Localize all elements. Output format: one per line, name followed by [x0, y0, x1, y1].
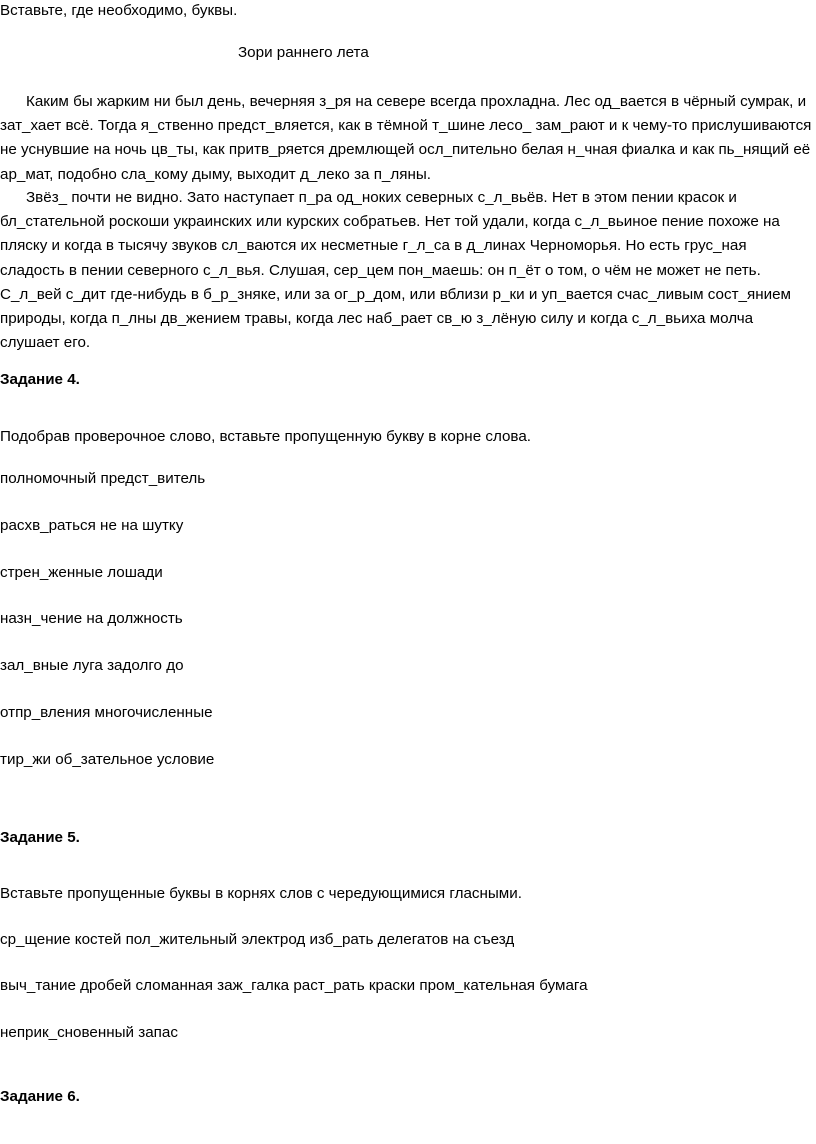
- exercise-instruction: Вставьте, где необходимо, буквы.: [0, 2, 238, 19]
- text-title: Зори раннего лета: [238, 44, 369, 61]
- task-4-item: расхв_раться не на шутку: [0, 517, 184, 534]
- text-paragraph-1: Каким бы жарким ни был день, вечерняя з_ря на севере всегда прохладна. Лес од_вается в чёрный сумрак, и зат_хает всё. Тогда я_ственно предст_вляется, как в тёмной т_шине лесо_ зам_рают и к чему-то прислушиваются не уснувшие на ночь цв_ты, как притв_ряется дремлющей осл_пительно белая н_чная фиалка и как пь_нящий её ар_мат, подобно сла_кому дыму, выходит д_леко за п_ляны.: [0, 93, 812, 183]
- task-4-item: назн_чение на должность: [0, 610, 183, 627]
- task-4-item: полномочный предст_витель: [0, 470, 206, 487]
- task-5-instruction: Вставьте пропущенные буквы в корнях слов с чередующимися гласными.: [0, 885, 522, 902]
- task-4-heading: Задание 4.: [0, 371, 80, 388]
- task-4-item: тир_жи об_зательное условие: [0, 751, 215, 768]
- task-5-item: ср_щение костей пол_жительный электрод изб_рать делегатов на съезд: [0, 931, 515, 948]
- task-4-item: стрен_женные лошади: [0, 564, 163, 581]
- task-5-item: неприк_сновенный запас: [0, 1024, 178, 1041]
- task-5-item: выч_тание дробей сломанная заж_галка раст_рать краски пром_кательная бумага: [0, 977, 588, 994]
- text-paragraph-2: Звёз_ почти не видно. Зато наступает п_ра од_ноких северных с_л_вьёв. Нет в этом пении красок и бл_стательной роскоши украинских или курских собратьев. Нет той удали, когда с_л_вьиное пение похоже на пляску и когда в тысячу звуков сл_ваются их несметные г_л_са в д_линах Черноморья. Но есть грус_ная сладость в пении северного с_л_вья. Слушая, сер_цем пон_маешь: он п_ёт о том, о чём не может не петь. С_л_вей с_дит где-нибудь в б_р_зняке, или за ог_р_дом, или вблизи р_ки и уп_вается счас_ливым сост_янием природы, когда п_лны дв_жением травы, когда лес наб_рает св_ю з_лёную силу и когда с_л_вьиха молча слушает его.: [0, 189, 791, 352]
- task-5-heading: Задание 5.: [0, 829, 80, 846]
- task-4-item: зал_вные луга задолго до: [0, 657, 184, 674]
- task-4-item: отпр_вления многочисленные: [0, 704, 213, 721]
- task-6-heading: Задание 6.: [0, 1088, 80, 1105]
- task-4-instruction: Подобрав проверочное слово, вставьте пропущенную букву в корне слова.: [0, 428, 531, 445]
